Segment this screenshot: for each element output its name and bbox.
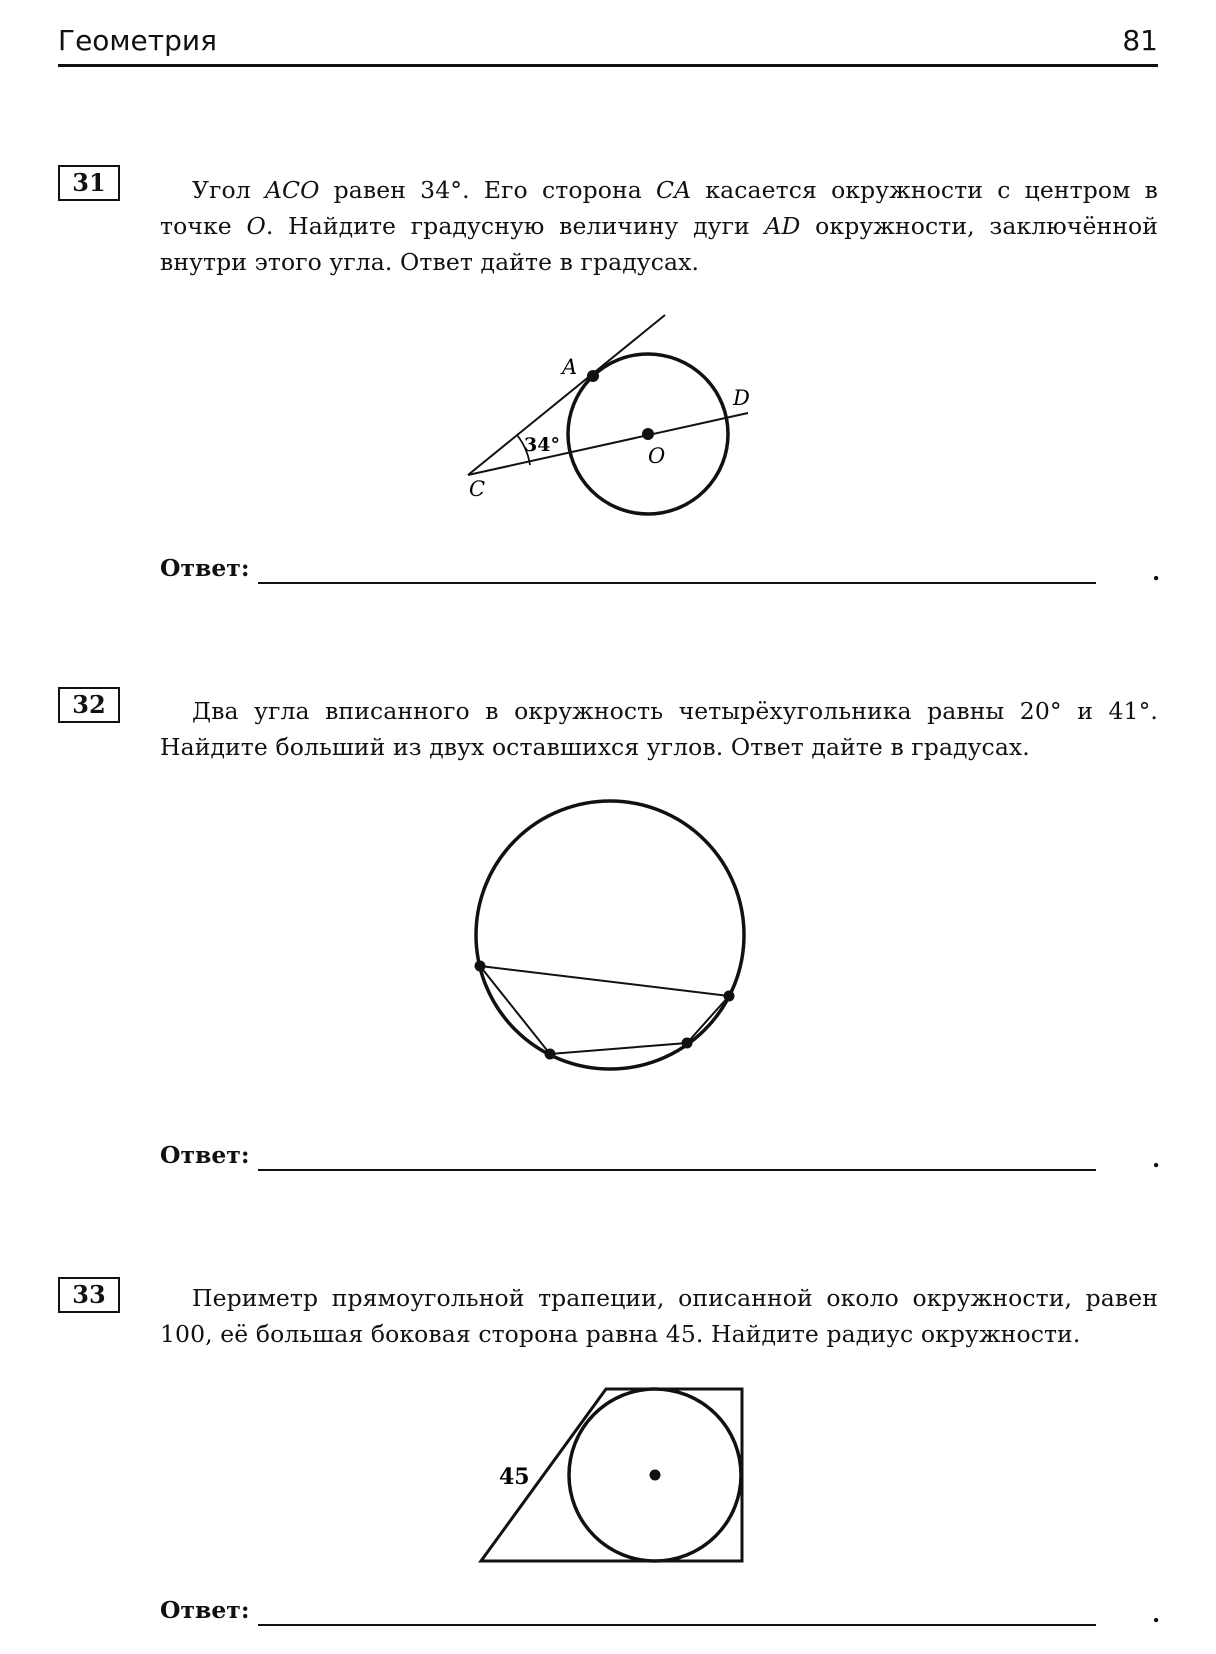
page-number: 81	[1122, 24, 1158, 57]
figure-inscribed-quadrilateral	[460, 790, 760, 1080]
label-a: A	[562, 355, 578, 379]
answer-label: Ответ:	[160, 1596, 250, 1624]
task-text-31: Угол ACO равен 34°. Его сторона CA касается окружности с центром в точке O. Найдите градусную величину дуги AD окружности, заключённой внутри этого угла. Ответ дайте в градусах.	[160, 176, 1158, 276]
angle-label: 34°	[524, 434, 560, 456]
tangent-line-ca	[468, 315, 665, 475]
vertex-2	[724, 991, 735, 1002]
answer-field[interactable]	[258, 1624, 1096, 1626]
answer-row-31	[160, 554, 1161, 590]
label-d: D	[733, 386, 750, 410]
secant-line-cd	[468, 413, 748, 475]
answer-dot: .	[1152, 558, 1161, 586]
incircle-center	[650, 1470, 661, 1481]
answer-row-33	[160, 1596, 1161, 1632]
answer-dot: .	[1152, 1145, 1161, 1173]
answer-field[interactable]	[258, 1169, 1096, 1171]
label-o: O	[648, 444, 666, 468]
answer-label: Ответ:	[160, 554, 250, 582]
answer-label: Ответ:	[160, 1141, 250, 1169]
answer-dot: .	[1152, 1600, 1161, 1628]
point-o	[642, 428, 654, 440]
task-number-33: 33	[58, 1277, 120, 1313]
task-number-31: 31	[58, 165, 120, 201]
task-text-32: Два угла вписанного в окружность четырёхугольника равны 20° и 41°. Найдите больший из двух оставшихся углов. Ответ дайте в градусах.	[160, 697, 1158, 761]
section-title: Геометрия	[58, 24, 217, 57]
side-label-45: 45	[499, 1464, 530, 1490]
label-c: C	[469, 477, 486, 501]
figure-tangent-angle	[440, 300, 780, 530]
figure-trapezoid	[470, 1380, 760, 1570]
answer-row-32	[160, 1141, 1161, 1177]
page-header	[58, 22, 1158, 67]
vertex-1	[475, 961, 486, 972]
vertex-4	[545, 1049, 556, 1060]
circumcircle	[476, 801, 744, 1069]
answer-field[interactable]	[258, 582, 1096, 584]
task-text-33: Периметр прямоугольной трапеции, описанной около окружности, равен 100, её большая боковая сторона равна 45. Найдите радиус окружности.	[160, 1284, 1158, 1348]
vertex-3	[682, 1038, 693, 1049]
point-a	[587, 370, 599, 382]
task-number-32: 32	[58, 687, 120, 723]
